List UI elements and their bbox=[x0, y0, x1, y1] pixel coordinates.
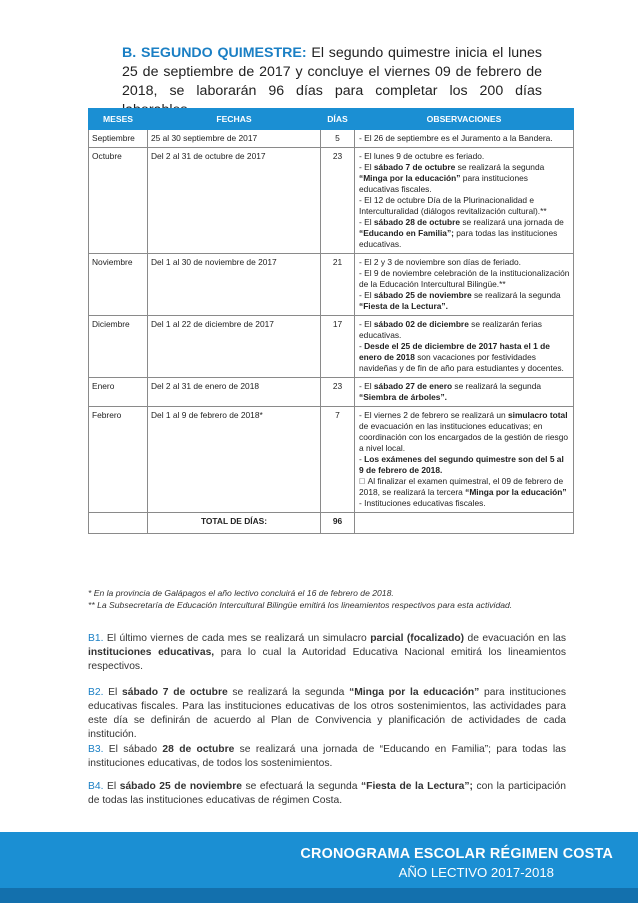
footer-stripe bbox=[0, 888, 638, 903]
month-cell: Octubre bbox=[89, 148, 148, 254]
paragraph-text: se realizará la segunda bbox=[227, 687, 350, 698]
observation-text: “Siembra de árboles”. bbox=[359, 392, 447, 402]
observation-line bbox=[359, 195, 570, 217]
table-row bbox=[89, 378, 574, 407]
observation-text: - Instituciones educativas fiscales. bbox=[359, 498, 486, 508]
observation-text: sábado 28 de octubre bbox=[373, 217, 460, 227]
section-heading-lead: B. SEGUNDO QUIMESTRE: bbox=[122, 45, 307, 61]
observation-line bbox=[359, 162, 570, 195]
observation-line bbox=[359, 290, 570, 312]
paragraph-b4 bbox=[88, 780, 566, 808]
observation-text: - El 26 de septiembre es el Juramento a la Bandera. bbox=[359, 133, 553, 143]
paragraph-text: El sábado bbox=[103, 744, 163, 755]
observation-text: para instituciones educativas fiscales. bbox=[359, 173, 528, 194]
observation-text: 􀀀 Al finalizar el examen quimestral, el 09 de febrero de 2018, se realizará la tercera bbox=[359, 476, 564, 497]
paragraph-text: sábado 25 de noviembre bbox=[119, 781, 242, 792]
observation-text: se realizará la segunda bbox=[471, 290, 561, 300]
dates-cell: Del 2 al 31 de enero de 2018 bbox=[148, 378, 321, 407]
days-cell: 5 bbox=[321, 130, 355, 148]
table-row bbox=[89, 407, 574, 513]
observations-cell bbox=[355, 378, 574, 407]
footnotes bbox=[88, 587, 578, 611]
column-header-observaciones: OBSERVACIONES bbox=[355, 109, 574, 130]
paragraph-text: para lo cual la Autoridad Educativa Nacional emitirá los lineamientos respectivos. bbox=[88, 647, 566, 672]
paragraph-text: El bbox=[103, 687, 123, 698]
paragraph-text: se efectuará la segunda bbox=[241, 781, 362, 792]
paragraph-text: 28 de octubre bbox=[162, 744, 235, 755]
paragraph-text: de evacuación en las bbox=[464, 633, 566, 644]
observation-text: - El bbox=[359, 162, 374, 172]
observation-text: “Educando en Familia”; bbox=[359, 228, 454, 238]
column-header-fechas: FECHAS bbox=[148, 109, 321, 130]
observation-text: simulacro total bbox=[507, 410, 568, 420]
observation-text: - El bbox=[359, 319, 374, 329]
observation-line bbox=[359, 319, 570, 341]
observation-text: se realizará la segunda bbox=[455, 162, 545, 172]
month-cell: Febrero bbox=[89, 407, 148, 513]
table-row bbox=[89, 316, 574, 378]
month-cell: Diciembre bbox=[89, 316, 148, 378]
observation-text: sábado 7 de octubre bbox=[373, 162, 456, 172]
observation-text: se realizará la segunda bbox=[452, 381, 542, 391]
month-cell: Enero bbox=[89, 378, 148, 407]
section-heading-text: El segundo quimestre inicia el lunes 25 de septiembre de 2017 y concluye el viernes 09 de febrero de 2018, se laborarán 96 días para completar los 200 días bbox=[122, 45, 542, 99]
paragraph-b2 bbox=[88, 686, 566, 742]
days-cell: 17 bbox=[321, 316, 355, 378]
table-row bbox=[89, 148, 574, 254]
footnote: * En la provincia de Galápagos el año lectivo concluirá el 16 de febrero de 2018. bbox=[88, 588, 394, 598]
days-cell: 21 bbox=[321, 254, 355, 316]
observation-text: sábado 27 de enero bbox=[373, 381, 453, 391]
observation-line bbox=[359, 133, 570, 144]
table-row bbox=[89, 254, 574, 316]
column-header-dias: DÍAS bbox=[321, 109, 355, 130]
month-cell: Septiembre bbox=[89, 130, 148, 148]
observation-text: - bbox=[359, 341, 365, 351]
observation-text: - El 9 de noviembre celebración de la institucionalización de la Educación Intercultural Bilingüe.** bbox=[359, 268, 570, 289]
days-cell: 23 bbox=[321, 378, 355, 407]
observation-line bbox=[359, 268, 570, 290]
paragraph-text: instituciones educativas, bbox=[88, 647, 215, 658]
column-header-meses: MESES bbox=[89, 109, 148, 130]
observation-text: de evacuación en las instituciones educativas; en coordinación con los encargados de la gestión de riesgo a nivel local. bbox=[359, 421, 569, 453]
observation-text: “Minga por la educación” bbox=[359, 173, 461, 183]
observation-line bbox=[359, 257, 570, 268]
observation-text: “Fiesta de la Lectura”. bbox=[359, 301, 448, 311]
paragraph-key: B3. bbox=[88, 744, 104, 755]
observation-text: - El 2 y 3 de noviembre son días de feriado. bbox=[359, 257, 522, 267]
dates-cell: Del 1 al 9 de febrero de 2018* bbox=[148, 407, 321, 513]
paragraph-text: con la participación de todas las instituciones educativas de régimen Costa. bbox=[88, 781, 566, 806]
observation-text: - El bbox=[359, 290, 374, 300]
observation-text: “Minga por la educación” bbox=[465, 487, 567, 497]
table-row bbox=[89, 130, 574, 148]
observations-cell bbox=[355, 316, 574, 378]
observations-cell bbox=[355, 407, 574, 513]
paragraph-b1 bbox=[88, 632, 566, 674]
observation-text: son vacaciones por festividades navideñas y de fin de año para estudiantes y docentes. bbox=[359, 352, 564, 373]
dates-cell: Del 1 al 22 de diciembre de 2017 bbox=[148, 316, 321, 378]
observation-line bbox=[359, 341, 570, 374]
days-cell: 7 bbox=[321, 407, 355, 513]
observation-line bbox=[359, 217, 570, 250]
paragraph-key: B4. bbox=[88, 781, 104, 792]
observation-text: Los exámenes del segundo quimestre son del 5 al 9 de febrero de 2018. bbox=[359, 454, 564, 475]
observation-text: - El viernes 2 de febrero se realizará un bbox=[359, 410, 508, 420]
paragraph-b3 bbox=[88, 743, 566, 771]
dates-cell: Del 2 al 31 de octubre de 2017 bbox=[148, 148, 321, 254]
observations-cell bbox=[355, 148, 574, 254]
paragraph-text: “Minga por la educación” bbox=[349, 687, 480, 698]
paragraph-text: El bbox=[103, 781, 120, 792]
observation-text: Desde el 25 de diciembre de 2017 hasta el 1 de enero de 2018 bbox=[359, 341, 550, 362]
observation-text: se realizará una jornada de bbox=[460, 217, 564, 227]
observation-line bbox=[359, 381, 570, 403]
paragraph-text: parcial (focalizado) bbox=[370, 633, 465, 644]
paragraph-text: “Fiesta de la Lectura”; bbox=[361, 781, 473, 792]
total-row bbox=[89, 513, 574, 534]
observation-text: - bbox=[359, 454, 365, 464]
paragraph-text: para instituciones educativas fiscales. Para las instituciones educativas de los otros sostenimientos, las actividades para este día se definirán de acuerdo al Plan de Convivencia y planificación de actividades de cada institución. bbox=[88, 687, 566, 740]
observation-text: sábado 02 de diciembre bbox=[373, 319, 469, 329]
paragraph-text: El último viernes de cada mes se realizará un simulacro bbox=[103, 633, 371, 644]
observations-cell bbox=[355, 254, 574, 316]
dates-cell: 25 al 30 septiembre de 2017 bbox=[148, 130, 321, 148]
paragraph-key: B2. bbox=[88, 687, 104, 698]
observation-text: para todas las instituciones educativas. bbox=[359, 228, 558, 249]
days-cell: 23 bbox=[321, 148, 355, 254]
observation-line bbox=[359, 410, 570, 454]
observation-text: se realizarán ferias educativas. bbox=[359, 319, 542, 340]
paragraph-text: se realizará una jornada de “Educando en Familia”; para todas las instituciones educativas, de todos los sostenimientos. bbox=[88, 744, 566, 769]
dates-cell: Del 1 al 30 de noviembre de 2017 bbox=[148, 254, 321, 316]
paragraph-text: sábado 7 de octubre bbox=[122, 687, 228, 698]
paragraph-key: B1. bbox=[88, 633, 104, 644]
footnote: ** La Subsecretaría de Educación Intercultural Bilingüe emitirá los lineamientos respectivos para esta actividad. bbox=[88, 600, 513, 610]
observation-text: - El lunes 9 de octubre es feriado. bbox=[359, 151, 485, 161]
total-label: TOTAL DE DÍAS: bbox=[148, 513, 321, 534]
observation-text: - El bbox=[359, 381, 374, 391]
total-value: 96 bbox=[321, 513, 355, 534]
footer-subtitle: AÑO LECTIVO 2017-2018 bbox=[398, 865, 554, 880]
observation-text: - El 12 de octubre Día de la Plurinacionalidad e Interculturalidad (diálogos revitalización cultural).** bbox=[359, 195, 547, 216]
observation-text: - El bbox=[359, 217, 374, 227]
observation-line bbox=[359, 454, 570, 476]
table-header-row bbox=[89, 109, 574, 130]
month-cell: Noviembre bbox=[89, 254, 148, 316]
observation-line bbox=[359, 151, 570, 162]
footer-title: CRONOGRAMA ESCOLAR RÉGIMEN COSTA bbox=[300, 846, 613, 862]
observations-cell bbox=[355, 130, 574, 148]
observation-line bbox=[359, 476, 570, 509]
schedule-table bbox=[88, 108, 574, 534]
observation-text: sábado 25 de noviembre bbox=[373, 290, 472, 300]
